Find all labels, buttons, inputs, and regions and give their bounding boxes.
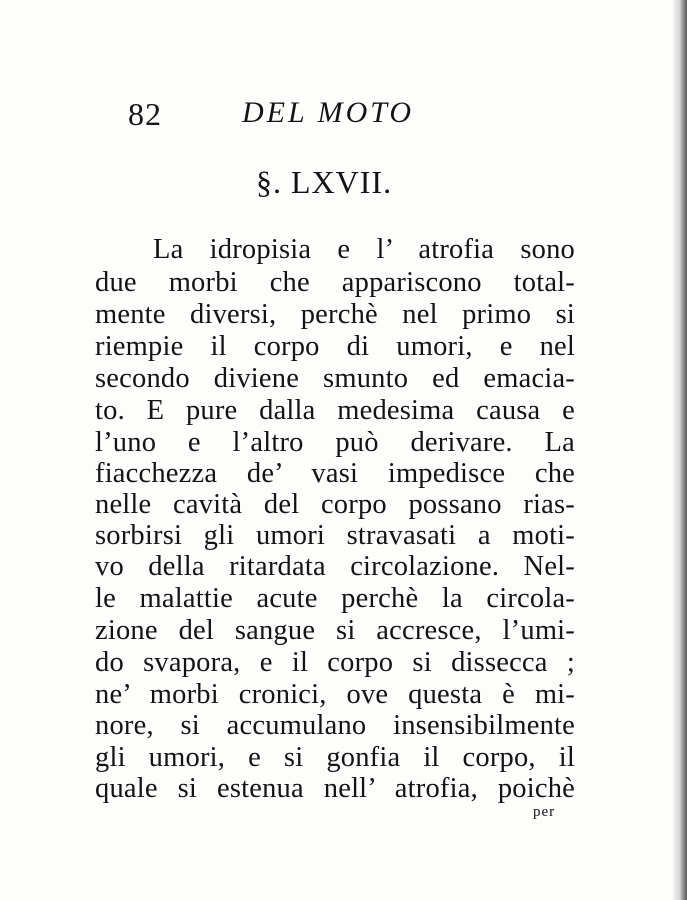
page-edge-shadow [673, 0, 687, 900]
page-number: 82 [128, 96, 162, 132]
text-line-11: vo della ritardata circolazione. Nel- [95, 551, 575, 582]
text-line-2: due morbi che appariscono total- [95, 267, 575, 298]
running-title: DEL MOTO [242, 96, 415, 129]
text-line-5: secondo diviene smunto ed emacia- [95, 363, 575, 394]
text-line-18: quale si estenua nell’ atrofia, poichè [95, 773, 575, 804]
text-line-9: nelle cavità del corpo possano rias- [95, 489, 575, 520]
section-heading: §. LXVII. [256, 164, 393, 200]
text-line-3: mente diversi, perchè nel primo si [95, 299, 575, 330]
text-line-6: to. E pure dalla medesima causa e [95, 395, 575, 426]
text-line-14: do svapora, e il corpo si dissecca ; [95, 647, 575, 678]
text-line-13: zione del sangue si accresce, l’umi- [95, 615, 575, 646]
text-line-12: le malattie acute perchè la circola- [95, 583, 575, 614]
text-line-1: La idropisia e l’ atrofia sono [153, 234, 575, 265]
text-line-16: nore, si accumulano insensibilmente [95, 710, 575, 741]
text-line-8: fiacchezza de’ vasi impedisce che [95, 458, 575, 489]
text-line-4: riempie il corpo di umori, e nel [95, 331, 575, 362]
text-line-15: ne’ morbi cronici, ove questa è mi- [95, 679, 575, 710]
text-line-17: gli umori, e si gonfia il corpo, il [95, 742, 575, 773]
text-line-7: l’uno e l’altro può derivare. La [95, 427, 575, 458]
catchword: per [533, 804, 556, 820]
text-line-10: sorbirsi gli umori stravasati a moti- [95, 520, 575, 551]
